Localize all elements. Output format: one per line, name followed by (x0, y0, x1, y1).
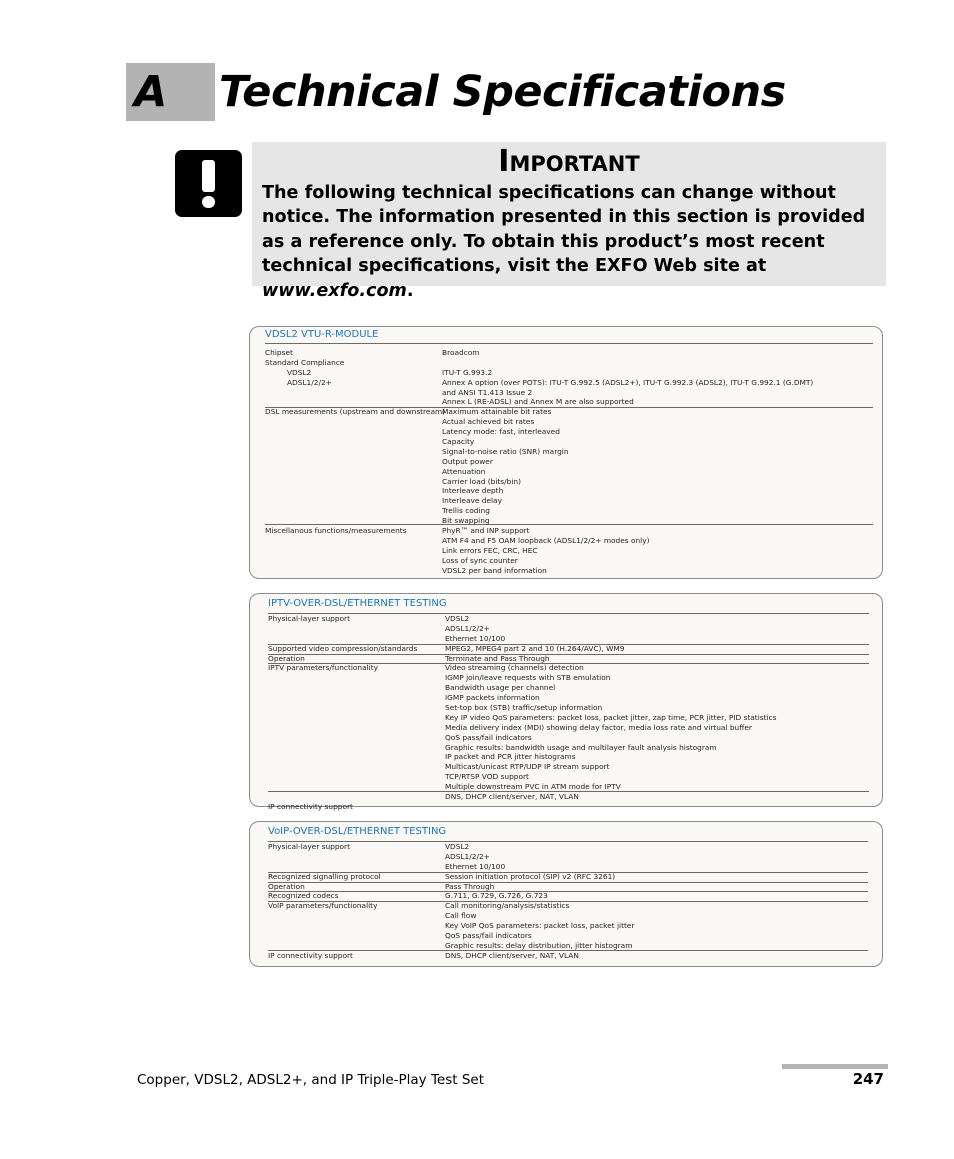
spec-label (268, 752, 417, 762)
spec-value: Key IP video QoS parameters: packet loss, packet jitter, zap time, PCR jitter, PID statistics (445, 712, 777, 722)
important-text: The following technical specifications can change without notice. The information presented in this section is provided as a reference only. To obtain this product’s most recent technical specifications, visit the EXFO Web site at www.exfo.com. (262, 183, 866, 301)
spec-value: Call monitoring/analysis/statistics (445, 901, 570, 911)
spec-label: Physical-layer support (268, 614, 350, 623)
spec-value: Carrier load (bits/bin) (442, 476, 521, 486)
spec-label (268, 743, 417, 753)
spec-value: Latency mode: fast, interleaved (442, 427, 560, 437)
spec-value: Pass Through (445, 881, 495, 891)
spec-label-column (268, 614, 417, 812)
spec-value: Loss of sync counter (442, 555, 518, 565)
spec-label (265, 496, 445, 506)
spec-value: Multicast/unicast RTP/UDP IP stream support (445, 762, 610, 772)
important-title: Important (498, 144, 640, 179)
spec-label (268, 703, 417, 713)
spec-label: VoIP parameters/functionality (268, 901, 378, 911)
spec-value: DNS, DHCP client/server, NAT, VLAN (445, 792, 579, 802)
important-note (252, 142, 886, 301)
spec-value: Output power (442, 456, 493, 466)
spec-value: IGMP join/leave requests with STB emulation (445, 673, 611, 683)
spec-value: Interleave depth (442, 486, 504, 496)
spec-value-column (445, 842, 634, 961)
spec-label: IP connectivity support (268, 950, 353, 960)
spec-value: ATM F4 and F5 OAM loopback (ADSL1/2/2+ modes only) (442, 535, 650, 545)
spec-value: ADSL1/2/2+ (445, 623, 490, 633)
spec-label (265, 417, 445, 427)
spec-label (265, 437, 445, 447)
spec-value: Set-top box (STB) traffic/setup information (445, 703, 603, 713)
spec-value: Ethernet 10/100 (445, 861, 506, 871)
spec-label (265, 457, 445, 467)
spec-value: Key VoIP QoS parameters: packet loss, packet jitter (445, 921, 635, 931)
spec-label (268, 921, 381, 931)
spec-table-voip (249, 821, 883, 967)
spec-label (268, 862, 381, 872)
spec-value: Capacity (442, 437, 475, 447)
spec-value: ITU-T G.993.2 (442, 367, 493, 377)
page-number: 247 (852, 1070, 884, 1088)
spec-value: G.711, G.729, G.726, G.723 (445, 891, 548, 901)
spec-value: Graphic results: delay distribution, jitter histogram (445, 940, 633, 950)
spec-label: Chipset (265, 348, 293, 357)
spec-label: Supported video compression/standards (268, 643, 418, 653)
spec-label: DSL measurements (upstream and downstream) (265, 407, 446, 417)
spec-label (268, 634, 417, 644)
spec-value: IGMP packets information (445, 693, 540, 703)
spec-value: MPEG2, MPEG4 part 2 and 10 (H.264/AVC), WM9 (445, 643, 625, 653)
spec-label (268, 683, 417, 693)
spec-label (265, 397, 445, 407)
spec-value: and ANSI T1.413 Issue 2 (442, 387, 533, 397)
spec-value: Call flow (445, 911, 477, 921)
spec-value: Bit swapping (442, 516, 490, 526)
spec-label (268, 723, 417, 733)
spec-value-column (445, 614, 776, 802)
spec-value: VDSL2 per band information (442, 565, 547, 575)
spec-label (268, 931, 381, 941)
spec-label (268, 713, 417, 723)
spec-label: Operation (268, 653, 305, 663)
spec-value: Terminate and Pass Through (445, 653, 550, 663)
spec-label (268, 762, 417, 772)
important-exclamation-icon (175, 150, 242, 217)
footer-title: Copper, VDSL2, ADSL2+, and IP Triple-Play Test Set (137, 1072, 485, 1088)
spec-label: VDSL2 (287, 367, 312, 377)
spec-table-iptv (249, 593, 883, 811)
spec-label (268, 941, 381, 951)
spec-value: Session initiation protocol (SIP) v2 (RFC 3261) (445, 871, 616, 881)
spec-label (268, 852, 381, 862)
spec-label: Operation (268, 881, 305, 891)
spec-value: Annex A option (over POTS): ITU-T G.992.5 (ADSL2+), ITU-T G.992.3 (ADSL2), ITU-T G.992.1 (G.DMT) (442, 377, 814, 387)
spec-value: DNS, DHCP client/server, NAT, VLAN (445, 950, 579, 960)
spec-label (268, 733, 417, 743)
chapter-title: Technical Specifications (219, 67, 786, 117)
spec-header: VDSL2 VTU-R-MODULE (265, 329, 379, 340)
spec-value: PhyR™ and INP support (442, 526, 530, 536)
spec-value: Broadcom (442, 348, 480, 357)
spec-value: Link errors FEC, CRC, HEC (442, 545, 538, 555)
spec-label (265, 516, 445, 526)
spec-header: IPTV-OVER-DSL/ETHERNET TESTING (268, 598, 447, 609)
spec-label-column (265, 348, 445, 536)
spec-label (265, 388, 445, 398)
spec-label (265, 467, 445, 477)
spec-value: Interleave delay (442, 496, 502, 506)
spec-label (268, 693, 417, 703)
spec-value: Video streaming (channels) detection (445, 663, 584, 673)
spec-value: Actual achieved bit rates (442, 417, 535, 427)
spec-label (265, 477, 445, 487)
spec-value: VDSL2 (445, 614, 470, 623)
spec-label: Physical-layer support (268, 842, 350, 851)
spec-label: Recognized codecs (268, 891, 339, 901)
exfo-website-link[interactable]: www.exfo.com (262, 280, 407, 301)
spec-label: IPTV parameters/functionality (268, 663, 379, 673)
spec-value: Trellis coding (442, 506, 490, 516)
spec-value: QoS pass/fail indicators (445, 732, 532, 742)
spec-value: IP packet and PCR jitter histograms (445, 752, 576, 762)
spec-label: Recognized signalling protocol (268, 871, 381, 881)
chapter-letter: A (134, 67, 168, 117)
divider (265, 343, 873, 344)
spec-label (265, 447, 445, 457)
spec-value: Bandwidth usage per channel (445, 683, 556, 693)
spec-value: Signal-to-noise ratio (SNR) margin (442, 446, 569, 456)
spec-value: Multiple downstream PVC in ATM mode for IPTV (445, 782, 621, 792)
spec-label (268, 792, 417, 802)
spec-label (268, 624, 417, 634)
spec-label (268, 782, 417, 792)
spec-header: VoIP-OVER-DSL/ETHERNET TESTING (268, 826, 447, 837)
spec-label: Standard Compliance (265, 357, 345, 367)
spec-label: ADSL1/2/2+ (287, 377, 332, 387)
spec-value: Attenuation (442, 466, 486, 476)
spec-label (268, 772, 417, 782)
spec-table-vdsl2 (249, 326, 883, 579)
spec-label: Miscellanous functions/measurements (265, 526, 407, 536)
spec-value: QoS pass/fail indicators (445, 931, 532, 941)
spec-label: IP connectivity support (268, 801, 353, 811)
spec-label (265, 427, 445, 437)
spec-value: Graphic results: bandwidth usage and multilayer fault analysis histogram (445, 742, 717, 752)
spec-label (265, 486, 445, 496)
spec-value: Ethernet 10/100 (445, 633, 506, 643)
spec-value: Annex L (RE-ADSL) and Annex M are also supported (442, 397, 634, 407)
spec-label (268, 673, 417, 683)
spec-value: ADSL1/2/2+ (445, 851, 490, 861)
spec-label-column (268, 842, 381, 961)
spec-value: Maximum attainable bit rates (442, 407, 552, 417)
spec-value: Media delivery index (MDI) showing delay factor, media loss rate and virtual buffer (445, 722, 752, 732)
spec-value: TCP/RTSP VOD support (445, 772, 529, 782)
spec-label (265, 506, 445, 516)
spec-value-column (442, 348, 813, 575)
spec-label (268, 911, 381, 921)
spec-value (442, 358, 813, 368)
spec-value: VDSL2 (445, 842, 470, 851)
